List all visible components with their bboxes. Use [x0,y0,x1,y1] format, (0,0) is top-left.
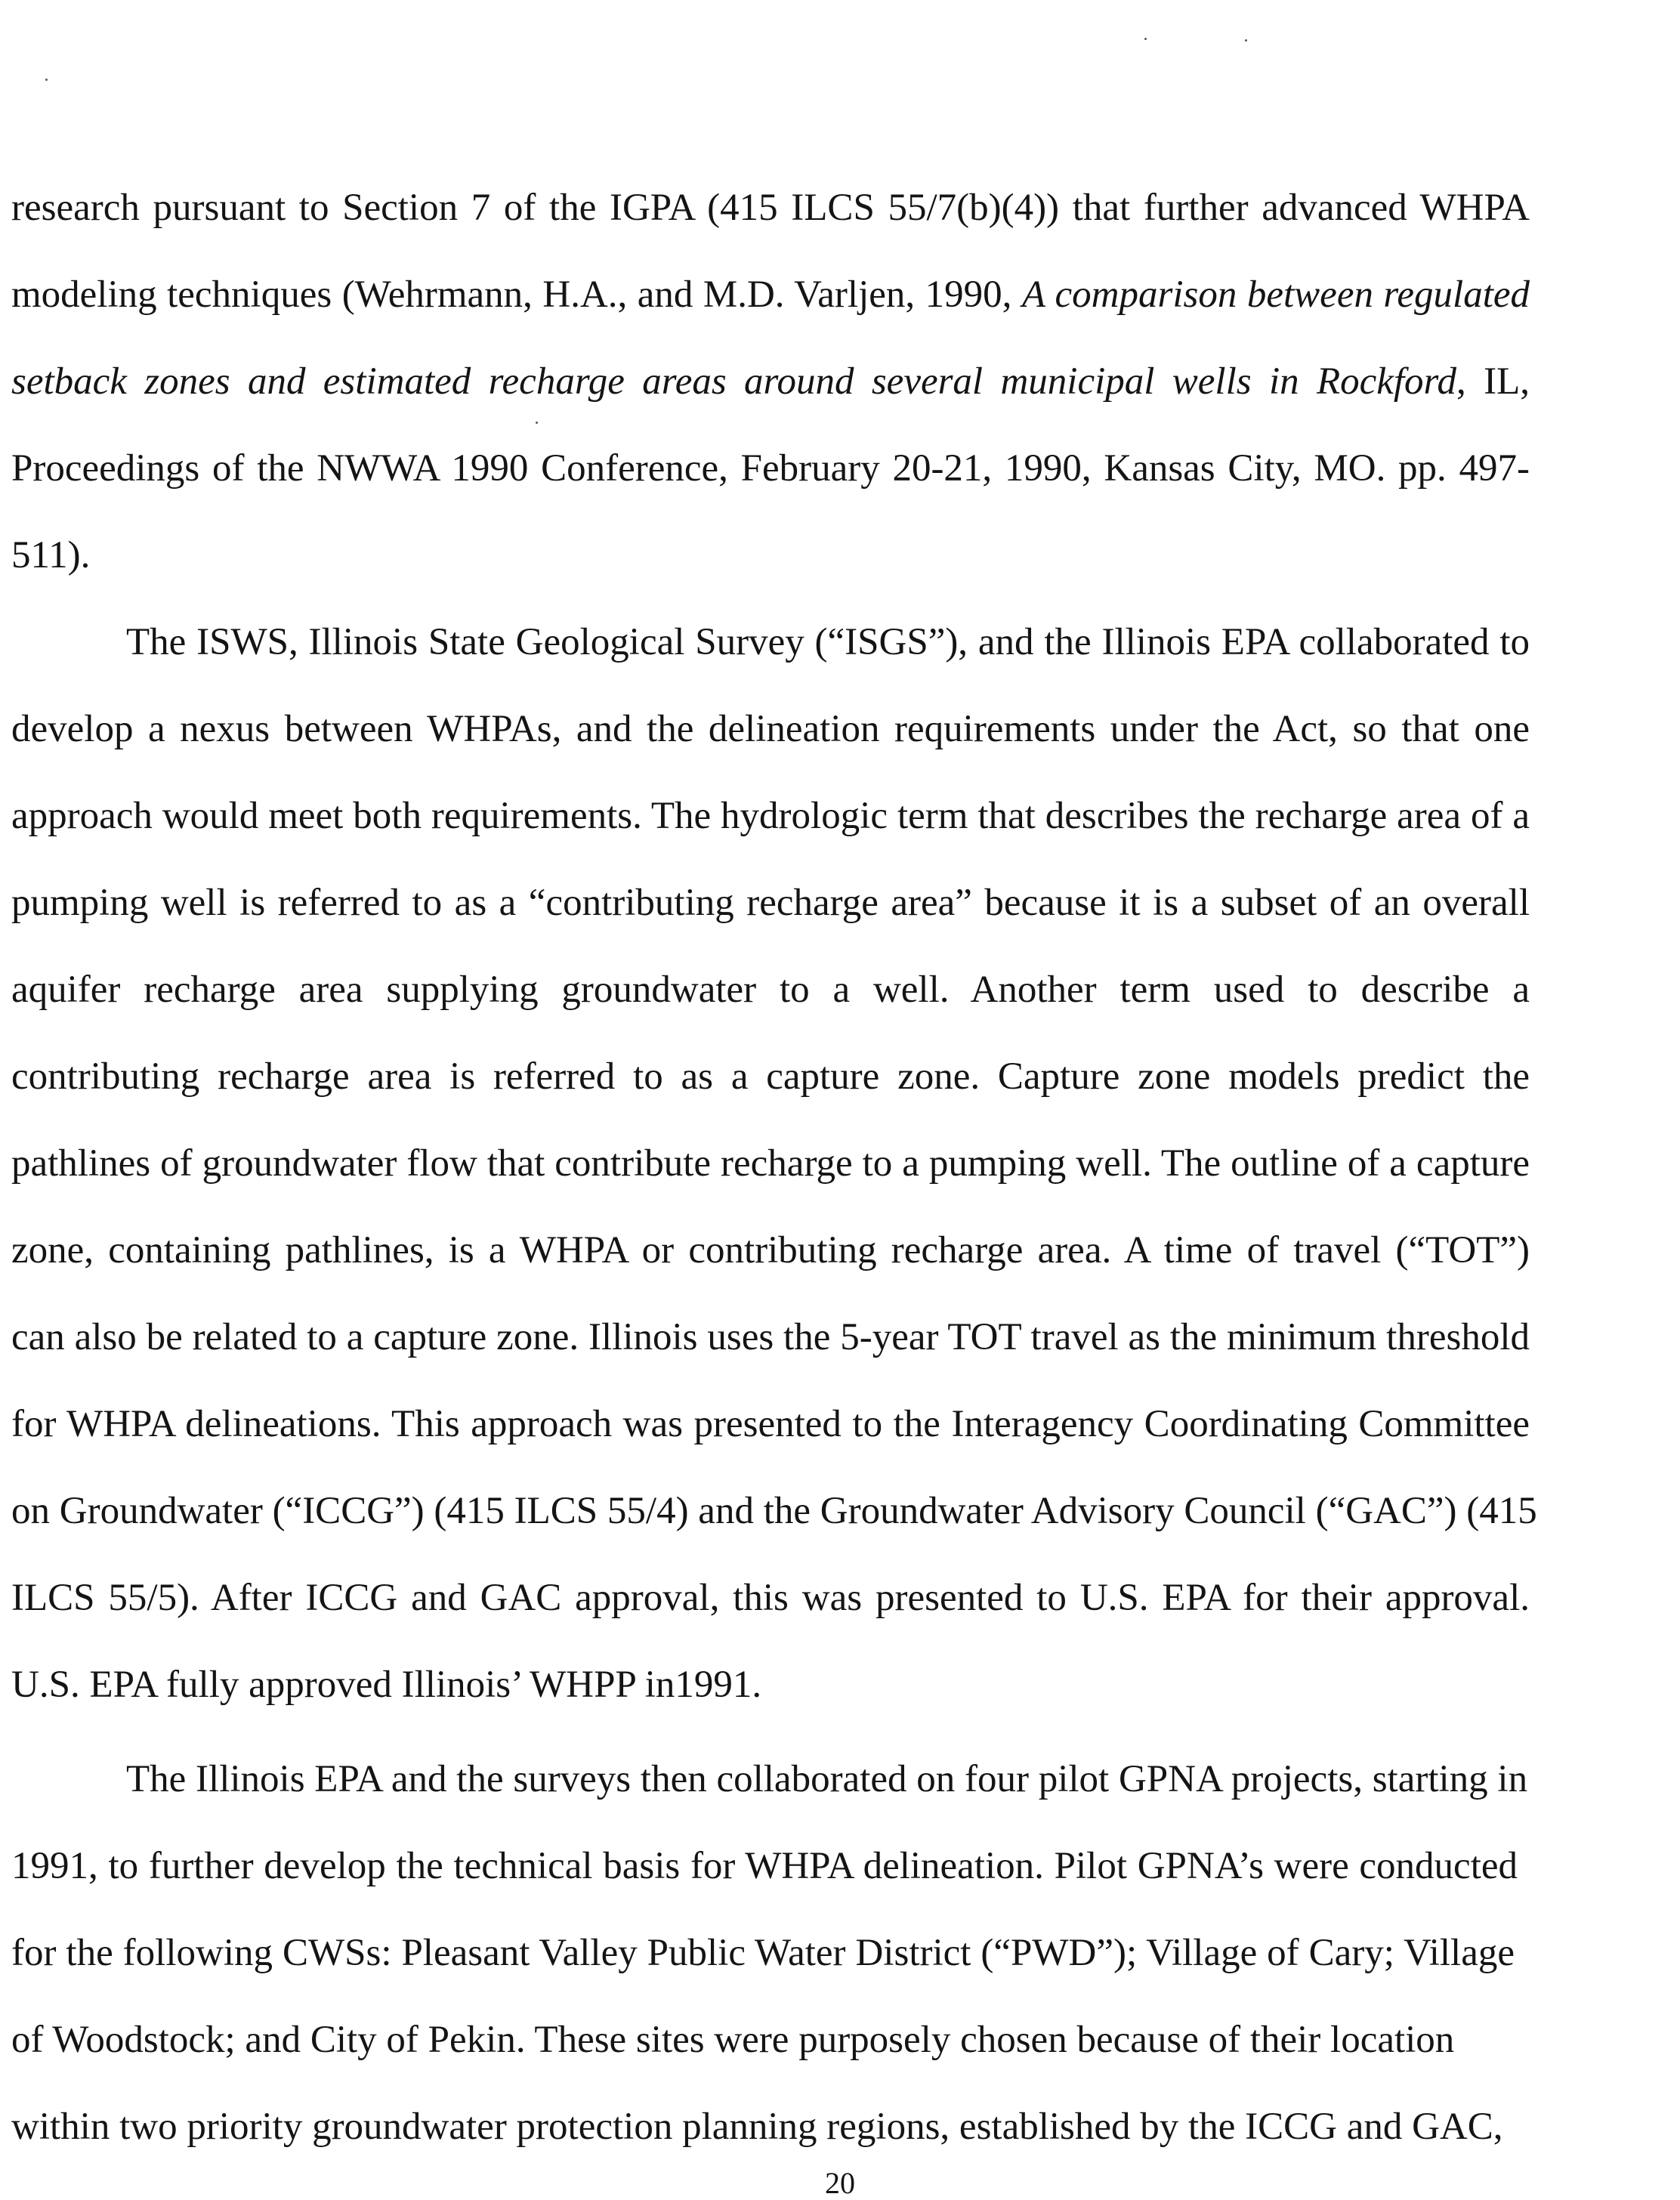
paragraph-3-line-4: of Woodstock; and City of Pekin. These sites were purposely chosen because of their location [11,2019,1455,2061]
paragraph-3-line-3: for the following CWSs: Pleasant Valley Public Water District (“PWD”); Village of Cary; Village [11,1932,1515,1974]
scan-speck [1144,38,1147,40]
paper-title-italic-part-2: setback zones and estimated recharge areas around several municipal wells in Rockford [11,360,1457,403]
scan-speck [536,422,538,424]
paragraph-2-line-5: aquifer recharge area supplying groundwater to a well. Another term used to describe a [11,969,1530,1011]
paragraph-2-line-4: pumping well is referred to as a “contributing recharge area” because it is a subset of an overall [11,882,1530,924]
paragraph-3-line-5: within two priority groundwater protection planning regions, established by the ICCG and GAC, [11,2106,1503,2148]
paragraph-2-line-13: U.S. EPA fully approved Illinois’ WHPP in1991. [11,1664,762,1706]
paragraph-1-line-1: research pursuant to Section 7 of the IGPA (415 ILCS 55/7(b)(4)) that further advanced WHPA [11,187,1530,229]
paragraph-2-line-8: zone, containing pathlines, is a WHPA or contributing recharge area. A time of travel (“TOT”) [11,1229,1530,1271]
paragraph-2-line-2: develop a nexus between WHPAs, and the delineation requirements under the Act, so that one [11,708,1530,750]
paragraph-1-line-5: 511). [11,534,91,576]
paper-title-italic-part-1: A comparison between regulated [1021,273,1530,316]
paragraph-1-line-2-text: modeling techniques (Wehrmann, H.A., and M.D. Varljen, 1990, [11,273,1022,316]
scan-speck [1245,39,1247,42]
paragraph-2-line-6: contributing recharge area is referred to as a capture zone. Capture zone models predict the [11,1055,1530,1098]
paragraph-1-line-3-text: , IL, [1456,360,1530,403]
paragraph-2-line-9: can also be related to a capture zone. Illinois uses the 5-year TOT travel as the minimum threshold [11,1316,1530,1358]
paragraph-2-line-12: ILCS 55/5). After ICCG and GAC approval, this was presented to U.S. EPA for their approval. [11,1577,1530,1619]
paragraph-2-line-7: pathlines of groundwater flow that contribute recharge to a pumping well. The outline of a capture [11,1142,1530,1185]
page-number: 20 [825,2166,855,2200]
paragraph-3-line-2: 1991, to further develop the technical basis for WHPA delineation. Pilot GPNA’s were conducted [11,1845,1518,1887]
paragraph-3-line-1: The Illinois EPA and the surveys then collaborated on four pilot GPNA projects, starting in [126,1758,1528,1800]
paragraph-2-line-1: The ISWS, Illinois State Geological Survey (“ISGS”), and the Illinois EPA collaborated to [126,621,1530,663]
paragraph-1-line-3 [11,359,1530,404]
paragraph-2-line-3: approach would meet both requirements. The hydrologic term that describes the recharge area of a [11,795,1530,837]
scan-speck [45,79,48,81]
paragraph-2-line-11: on Groundwater (“ICCG”) (415 ILCS 55/4) and the Groundwater Advisory Council (“GAC”) (415 [11,1490,1537,1532]
paragraph-1-line-2 [11,272,1530,317]
paragraph-2-line-10: for WHPA delineations. This approach was presented to the Interagency Coordinating Committee [11,1403,1530,1445]
paragraph-1-line-4: Proceedings of the NWWA 1990 Conference, February 20-21, 1990, Kansas City, MO. pp. 497- [11,447,1530,490]
